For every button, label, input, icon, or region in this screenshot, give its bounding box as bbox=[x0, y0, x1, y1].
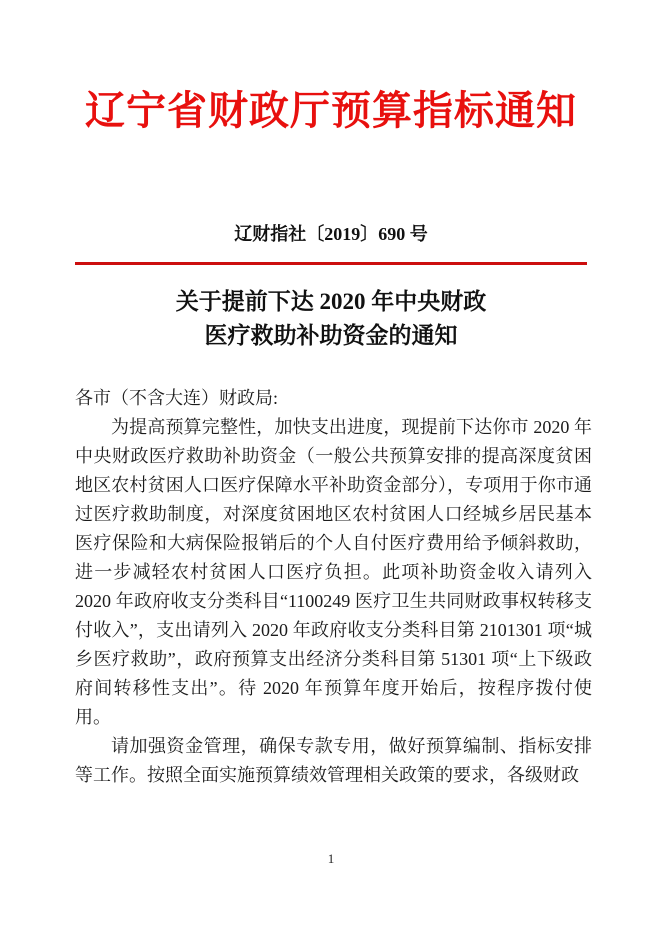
document-title-line-1: 关于提前下达 2020 年中央财政 bbox=[175, 289, 487, 314]
document-title bbox=[0, 285, 662, 353]
salutation: 各市（不含大连）财政局: bbox=[75, 388, 278, 408]
body-paragraph-2: 请加强资金管理，确保专款专用，做好预算编制、指标安排等工作。按照全面实施预算绩效管理相关政策的要求，各级财政 bbox=[75, 736, 592, 785]
red-divider-line bbox=[75, 262, 587, 265]
letterhead-title: 辽宁省财政厅预算指标通知 bbox=[85, 88, 577, 133]
page-number: 1 bbox=[327, 851, 335, 866]
body-paragraph-1: 为提高预算完整性，加快支出进度，现提前下达你市 2020 年中央财政医疗救助补助资金（一般公共预算安排的提高深度贫困地区农村贫困人口医疗保障水平补助资金部分），专项用于你市通过医疗救助制度，对深度贫困地区农村贫困人口经城乡居民基本医疗保险和大病保险报销后的个人自付医疗费用给予倾斜救助，进一步减轻农村贫困人口医疗负担。此项补助资金收入请列入 2020 年政府收支分类科目“1100249 医疗卫生共同财政事权转移支付收入”，支出请列入 2020 年政府收支分类科目第 2101301 项“城乡医疗救助”，政府预算支出经济分类科目第 51301 项“上下级政府间转移性支出”。待 2020 年预算年度开始后，按程序拨付使用。 bbox=[75, 417, 592, 727]
doc-number: 辽财指社〔2019〕690 号 bbox=[234, 224, 428, 244]
document-title-line-2: 医疗救助补助资金的通知 bbox=[204, 323, 458, 348]
document-body bbox=[75, 384, 592, 790]
